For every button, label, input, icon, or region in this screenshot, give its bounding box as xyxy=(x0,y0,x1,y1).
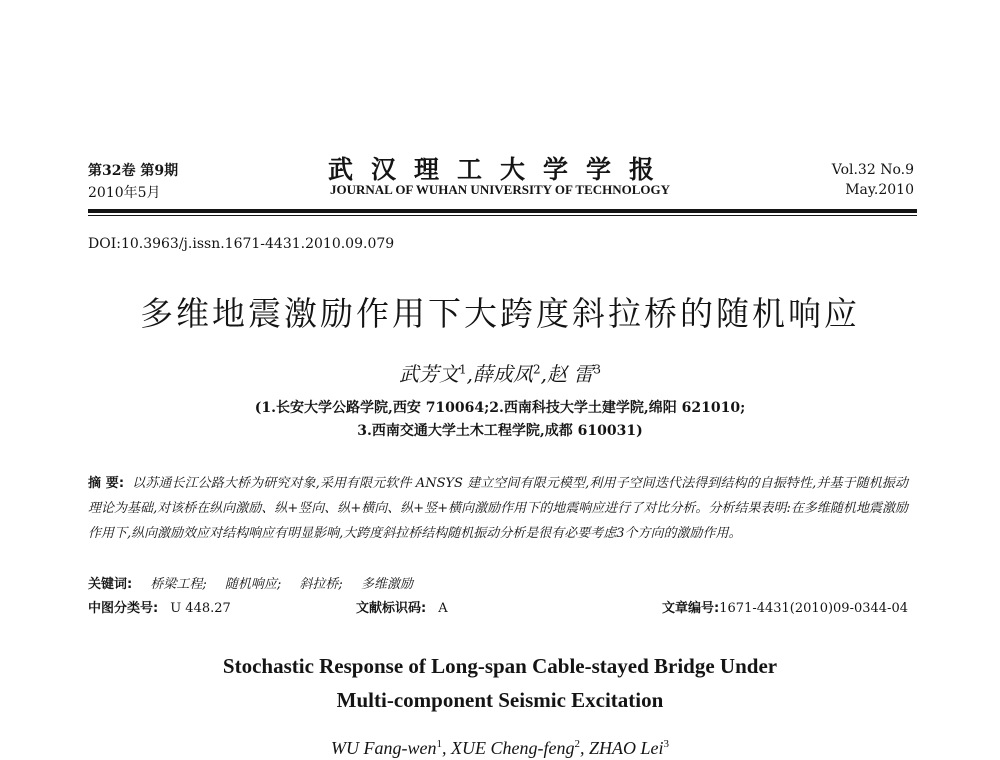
doi: DOI:10.3963/j.issn.1671-4431.2010.09.079 xyxy=(88,236,395,252)
author-name: 薛成凤 xyxy=(473,362,533,386)
clc-number xyxy=(88,597,231,616)
author-separator: , xyxy=(579,738,585,758)
header-rule-thin xyxy=(88,215,917,216)
date-en: May.2010 xyxy=(845,182,914,198)
keyword: 斜拉桥; xyxy=(299,577,343,592)
abstract xyxy=(88,471,908,546)
journal-title-en: JOURNAL OF WUHAN UNIVERSITY OF TECHNOLOGY xyxy=(329,182,671,197)
article-number-value: 1671-4431(2010)09-0344-04 xyxy=(719,601,908,616)
keyword: 随机响应; xyxy=(224,577,282,592)
authors-en xyxy=(0,738,1000,759)
header-rule-thick xyxy=(88,209,917,213)
author-name: 武芳文 xyxy=(399,362,459,386)
author-affiliation-mark: 2 xyxy=(533,362,541,377)
date-cn: 2010年5月 xyxy=(88,185,161,201)
article-number xyxy=(662,597,908,616)
author-name-en: ZHAO Lei xyxy=(588,738,664,758)
author-name-en: XUE Cheng-feng xyxy=(451,738,575,758)
affiliation-line-1: (1.长安大学公路学院,西安 710064;2.西南科技大学土建学院,绵阳 621010; xyxy=(254,400,746,416)
paper-title-cn: 多维地震激励作用下大跨度斜拉桥的随机响应 xyxy=(140,294,860,333)
author-affiliation-mark: 3 xyxy=(593,362,601,377)
author-separator: , xyxy=(442,738,447,758)
document-code-value: A xyxy=(438,601,448,616)
clc-label: 中图分类号: xyxy=(88,601,159,616)
paper-title-en-line-2: Multi-component Seismic Excitation xyxy=(336,688,664,712)
abstract-text: 以苏通长江公路大桥为研究对象,采用有限元软件 ANSYS 建立空间有限元模型,利用子空间迭代法得到结构的自振特性,并基于随机振动理论为基础,对该桥在纵向激励、纵+竖向、纵+横向、纵+竖+横向激励作用下的地震响应进行了对比分析。分析结果表明:在多维随机地震激励作用下,纵向激励效应对结构响应有明显影响,大跨度斜拉桥结构随机振动分析是很有必要考虑3个方向的激励作用。 xyxy=(88,476,908,541)
keyword: 桥梁工程; xyxy=(150,577,207,592)
author-name: 赵 雷 xyxy=(547,362,594,386)
keywords-label: 关键词: xyxy=(88,577,133,592)
volume-issue-cn: 第32卷 第9期 xyxy=(88,163,179,179)
author-affiliation-mark: 1 xyxy=(436,738,442,750)
clc-value: U 448.27 xyxy=(170,601,231,616)
author-affiliation-mark: 2 xyxy=(574,738,580,750)
affiliation-line-2: 3.西南交通大学土木工程学院,成都 610031) xyxy=(357,423,643,439)
document-code xyxy=(356,597,448,616)
abstract-label: 摘 要: xyxy=(88,476,125,491)
article-number-label: 文章编号: xyxy=(662,601,720,616)
author-affiliation-mark: 3 xyxy=(663,738,669,750)
journal-title-cn: 武汉理工大学学报 xyxy=(327,155,672,184)
keyword: 多维激励 xyxy=(360,577,413,592)
author-separator: , xyxy=(540,362,547,386)
author-affiliation-mark: 1 xyxy=(459,362,467,377)
author-separator: , xyxy=(466,362,473,386)
volume-issue-en: Vol.32 No.9 xyxy=(831,162,914,178)
paper-title-en-line-1: Stochastic Response of Long-span Cable-stayed Bridge Under xyxy=(222,654,778,678)
document-code-label: 文献标识码: xyxy=(356,601,427,616)
author-name-en: WU Fang-wen xyxy=(331,738,437,758)
authors-cn xyxy=(0,358,1000,387)
keywords xyxy=(88,573,413,592)
